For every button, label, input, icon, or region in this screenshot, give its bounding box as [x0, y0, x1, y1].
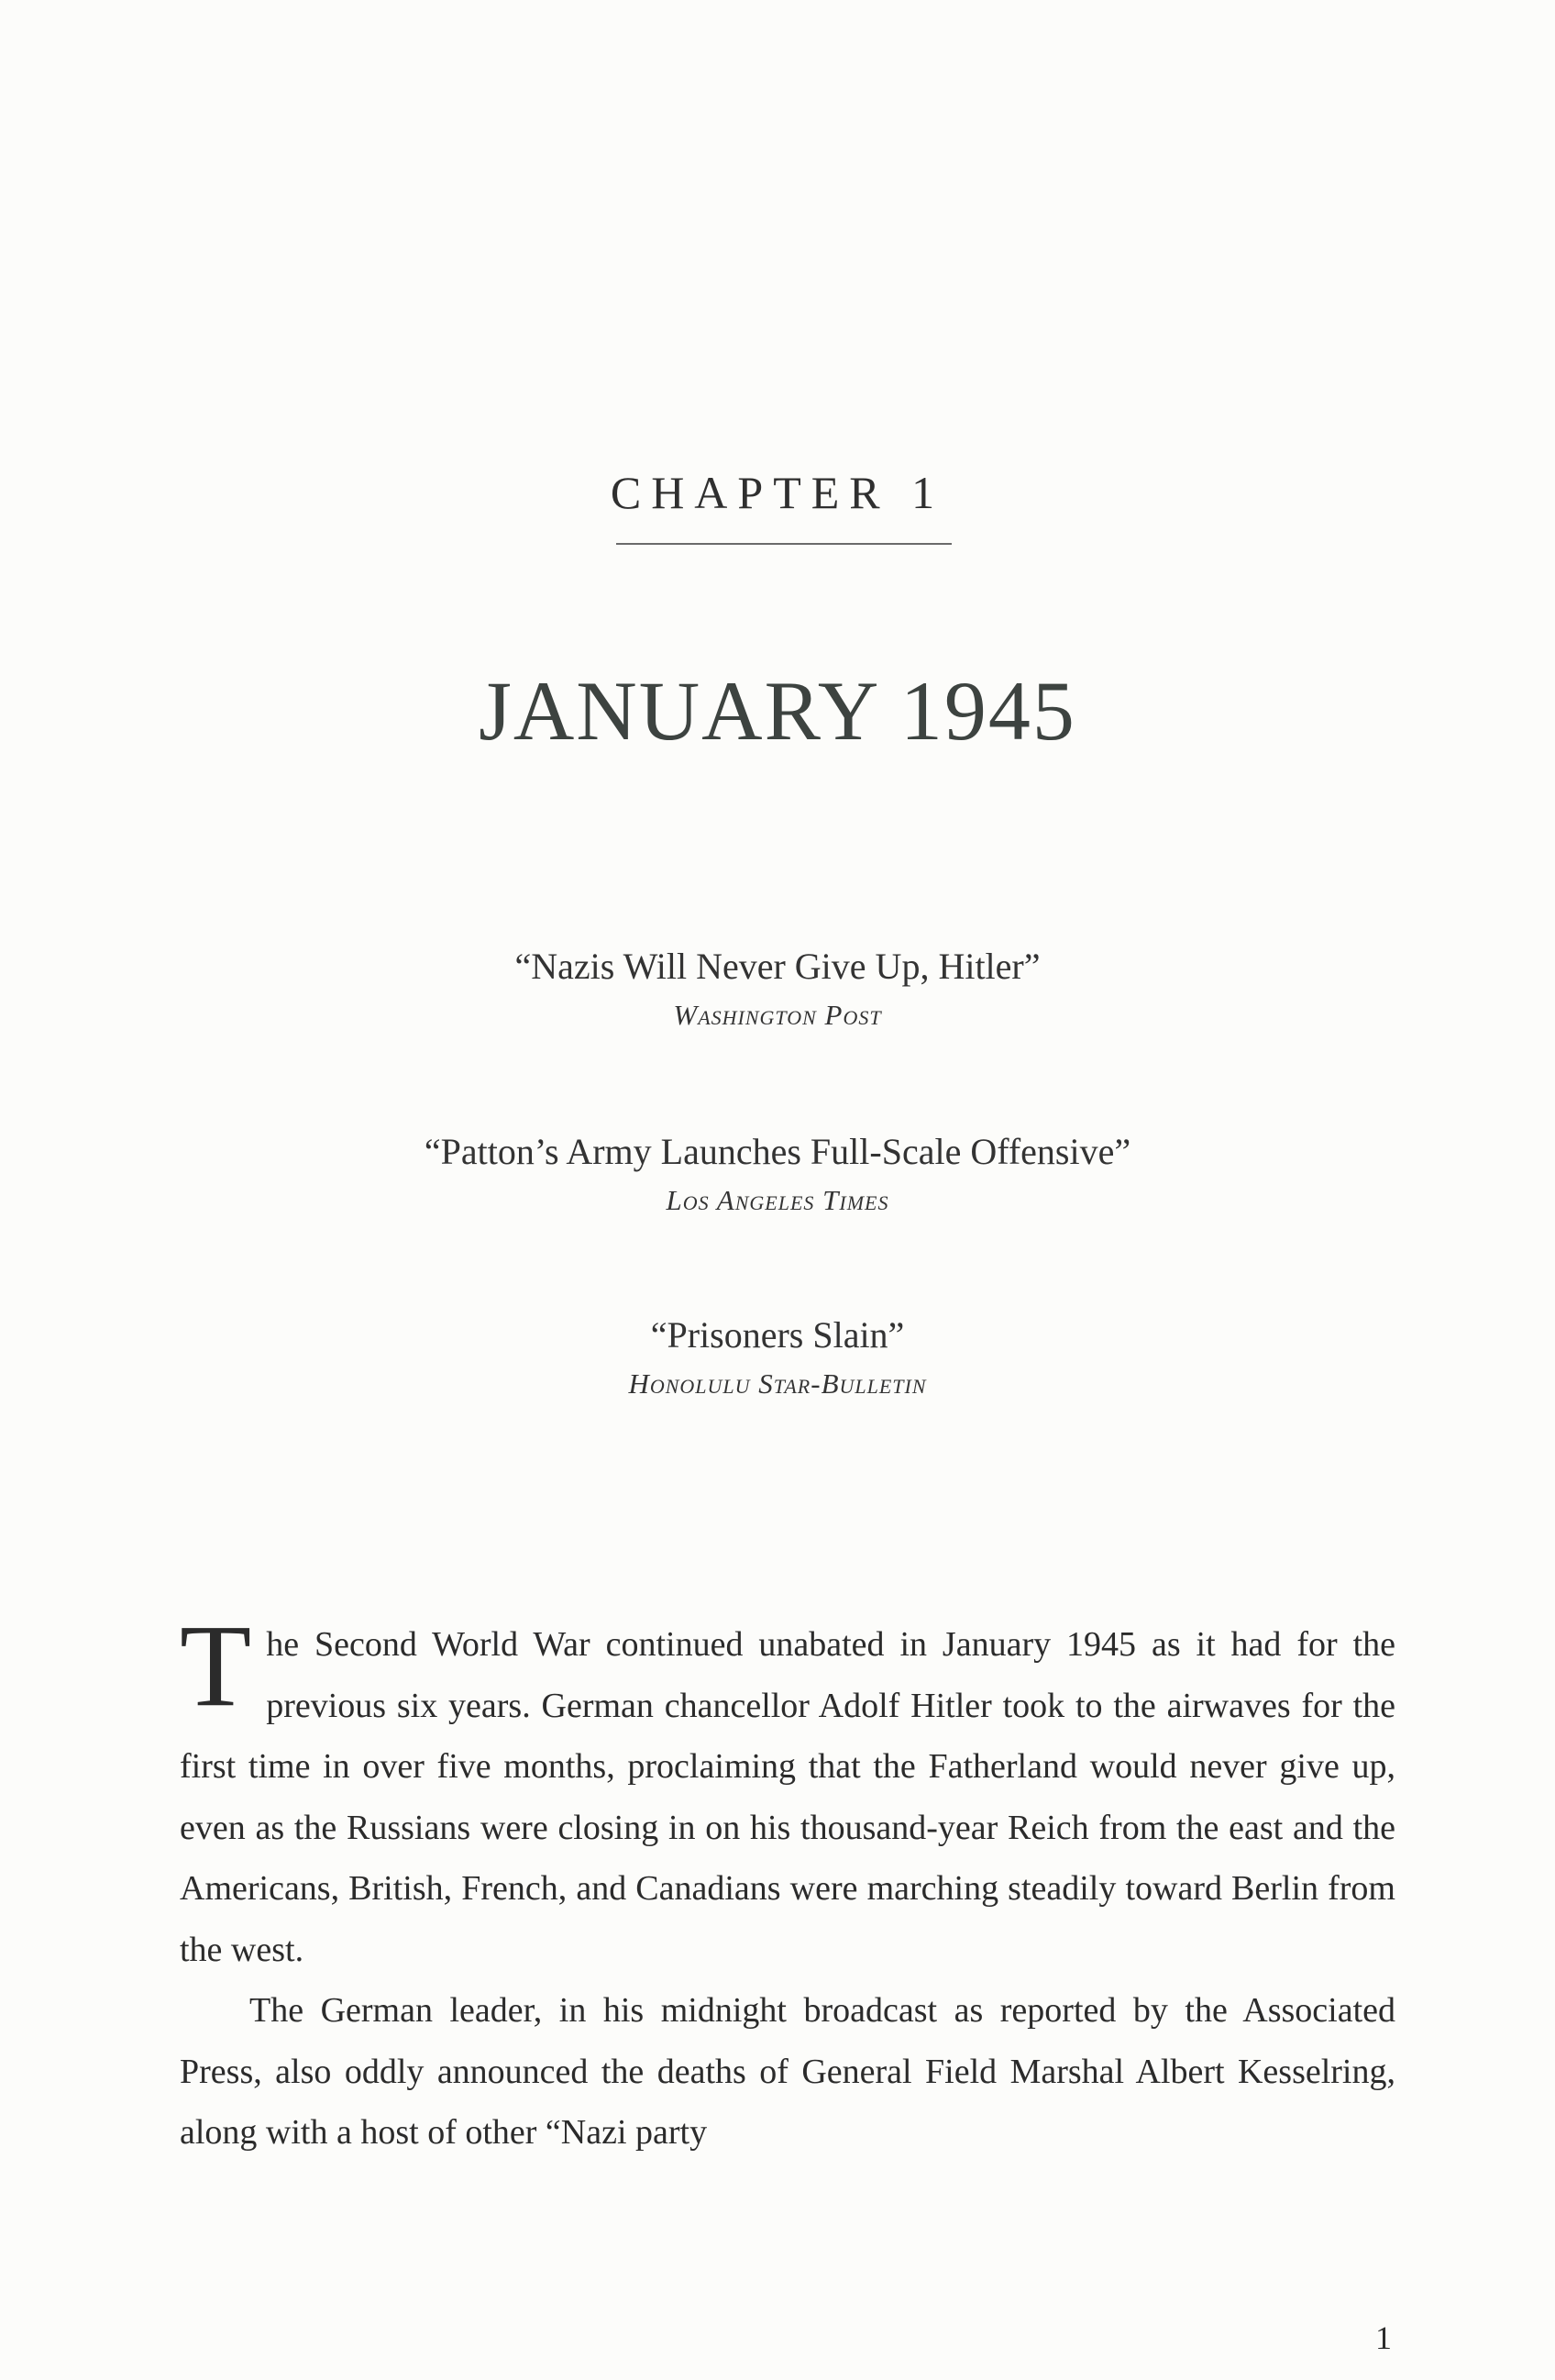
drop-cap: T [180, 1600, 252, 1731]
paragraph-2: The German leader, in his midnight broadcast as reported by the Associated Press, also oddly announced the deaths of General Field Marshal Albert Kesselring, along with a host of other “Nazi party [180, 1991, 1395, 2152]
headline-text: “Patton’s Army Launches Full-Scale Offensive” [424, 1131, 1131, 1172]
headline-text: “Nazis Will Never Give Up, Hitler” [514, 946, 1041, 987]
chapter-divider [616, 543, 952, 545]
epigraph-headline-1 [0, 945, 1555, 1032]
body-text [180, 1600, 1395, 2164]
chapter-title: JANUARY 1945 [479, 664, 1076, 758]
headline-source: Washington Post [673, 999, 882, 1031]
epigraph-headline-3 [0, 1313, 1555, 1400]
headline-source: Los Angeles Times [666, 1184, 889, 1216]
epigraph-headline-2 [0, 1130, 1555, 1217]
headline-source: Honolulu Star-Bulletin [628, 1367, 927, 1400]
paragraph-1 [180, 1600, 1395, 1980]
page-number: 1 [1375, 2319, 1392, 2356]
chapter-label: CHAPTER 1 [610, 467, 945, 518]
headline-text: “Prisoners Slain” [650, 1314, 905, 1356]
paragraph-1-text: he Second World War continued unabated in January 1945 as it had for the previous six years. German chancellor Adolf Hitler took to the airwaves for the first time in over five months, proclaiming that the Fatherland would never give up, even as the Russians were closing in on his thousand-year Reich from the east and the Americans, British, French, and Canadians were marching steadily toward Berlin from the west. [180, 1625, 1395, 1969]
